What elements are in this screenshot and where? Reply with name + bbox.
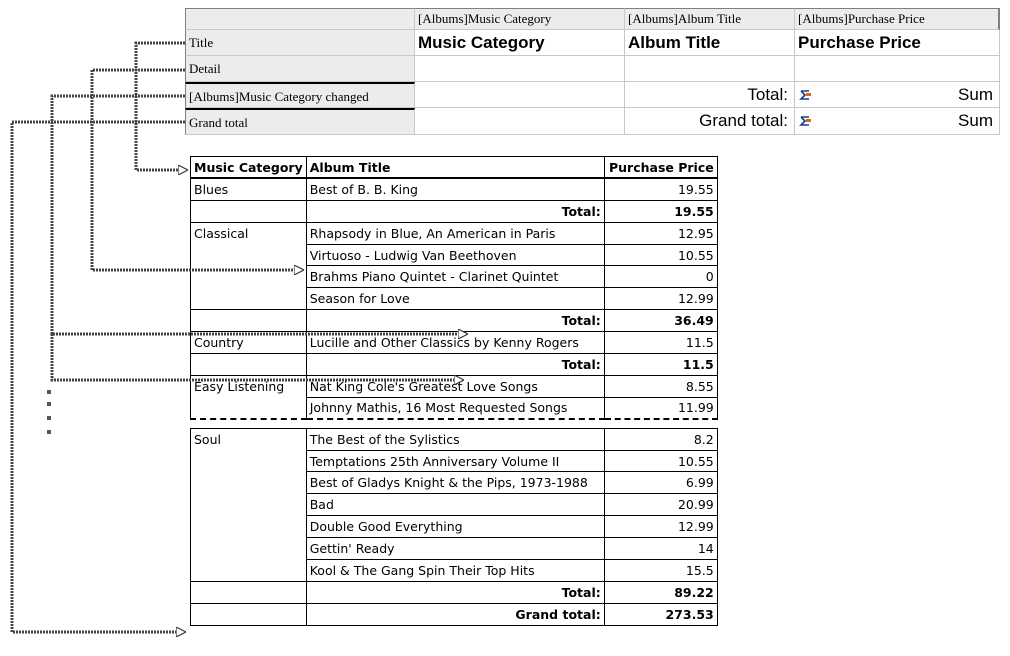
category-cell — [191, 472, 307, 494]
category-cell — [191, 266, 307, 288]
row-label-detail[interactable]: Detail — [185, 56, 415, 82]
category-cell: Classical — [191, 222, 307, 244]
category-cell — [191, 581, 307, 603]
category-cell — [191, 450, 307, 472]
album-title-cell: Nat King Cole's Greatest Love Songs — [306, 375, 604, 397]
grand-total-row — [191, 603, 718, 625]
break-total-label[interactable]: Total: — [625, 82, 795, 108]
title-cell-album-title[interactable]: Album Title — [625, 30, 795, 56]
detail-cell-purchase-price[interactable] — [795, 56, 1000, 82]
table-row — [191, 538, 718, 560]
category-cell: Country — [191, 332, 307, 354]
subtotal-value: 89.22 — [604, 581, 717, 603]
row-label-grand-total[interactable]: Grand total — [185, 108, 415, 135]
price-cell: 20.99 — [604, 494, 717, 516]
category-cell — [191, 516, 307, 538]
column-header-music-category[interactable]: [Albums]Music Category — [415, 8, 625, 30]
album-title-cell: Gettin' Ready — [306, 538, 604, 560]
subtotal-row — [191, 354, 718, 376]
header-music-category: Music Category — [191, 157, 307, 179]
album-title-cell: Johnny Mathis, 16 Most Requested Songs — [306, 397, 604, 419]
price-cell: 8.55 — [604, 375, 717, 397]
subtotal-label: Total: — [306, 310, 604, 332]
title-cell-music-category[interactable]: Music Category — [415, 30, 625, 56]
price-cell: 10.55 — [604, 450, 717, 472]
column-header-album-title[interactable]: [Albums]Album Title — [625, 8, 795, 30]
category-cell: Blues — [191, 178, 307, 200]
table-row — [191, 560, 718, 582]
sigma-icon — [799, 89, 811, 101]
truncation-gap — [191, 419, 718, 428]
detail-cell-music-category[interactable] — [415, 56, 625, 82]
sum-label: Sum — [958, 84, 993, 104]
category-cell — [191, 354, 307, 376]
table-row — [191, 494, 718, 516]
table-row — [191, 288, 718, 310]
category-cell: Soul — [191, 428, 307, 450]
header-album-title: Album Title — [306, 157, 604, 179]
ellipsis-dots — [47, 390, 51, 434]
price-cell: 12.95 — [604, 222, 717, 244]
table-row — [191, 472, 718, 494]
price-cell: 6.99 — [604, 472, 717, 494]
category-cell — [191, 560, 307, 582]
price-cell: 12.99 — [604, 288, 717, 310]
subtotal-row — [191, 200, 718, 222]
table-row — [191, 266, 718, 288]
price-cell: 0 — [604, 266, 717, 288]
subtotal-value: 11.5 — [604, 354, 717, 376]
table-row — [191, 428, 718, 450]
corner-cell — [185, 8, 415, 30]
album-title-cell: Best of Gladys Knight & the Pips, 1973-1988 — [306, 472, 604, 494]
price-cell: 8.2 — [604, 428, 717, 450]
price-cell: 11.5 — [604, 332, 717, 354]
category-cell — [191, 538, 307, 560]
album-title-cell: Kool & The Gang Spin Their Top Hits — [306, 560, 604, 582]
subtotal-label: Total: — [306, 354, 604, 376]
category-cell — [191, 200, 307, 222]
subtotal-label: Total: — [306, 200, 604, 222]
arrow-title — [136, 43, 186, 170]
break-sum-cell[interactable] — [795, 82, 1000, 108]
row-label-title[interactable]: Title — [185, 30, 415, 56]
album-title-cell: Double Good Everything — [306, 516, 604, 538]
album-title-cell: Temptations 25th Anniversary Volume II — [306, 450, 604, 472]
table-row — [191, 332, 718, 354]
category-cell — [191, 603, 307, 625]
album-title-cell: Rhapsody in Blue, An American in Paris — [306, 222, 604, 244]
album-title-cell: Virtuoso - Ludwig Van Beethoven — [306, 244, 604, 266]
category-cell: Easy Listening — [191, 375, 307, 397]
sigma-icon — [799, 115, 811, 127]
album-title-cell: Best of B. B. King — [306, 178, 604, 200]
price-cell: 14 — [604, 538, 717, 560]
category-cell — [191, 310, 307, 332]
price-cell: 11.99 — [604, 397, 717, 419]
album-title-cell: Lucille and Other Classics by Kenny Rogers — [306, 332, 604, 354]
album-title-cell: The Best of the Sylistics — [306, 428, 604, 450]
sum-label: Sum — [958, 111, 993, 130]
table-row — [191, 244, 718, 266]
report-preview-table — [190, 156, 718, 626]
table-row — [191, 397, 718, 419]
price-cell: 19.55 — [604, 178, 717, 200]
header-purchase-price: Purchase Price — [604, 157, 717, 179]
category-cell — [191, 397, 307, 419]
grand-total-label: Grand total: — [306, 603, 604, 625]
category-cell — [191, 288, 307, 310]
table-row — [191, 516, 718, 538]
row-label-category-changed[interactable]: [Albums]Music Category changed — [185, 82, 415, 108]
grand-total-value: 273.53 — [604, 603, 717, 625]
report-editor — [185, 8, 1005, 142]
subtotal-label: Total: — [306, 581, 604, 603]
subtotal-row — [191, 581, 718, 603]
table-header-row — [191, 157, 718, 179]
grand-sum-cell[interactable] — [795, 108, 1000, 135]
album-title-cell: Season for Love — [306, 288, 604, 310]
grand-total-label[interactable]: Grand total: — [625, 108, 795, 135]
grand-cell-music-category[interactable] — [415, 108, 625, 135]
arrow-grand-total — [12, 122, 185, 632]
column-header-purchase-price[interactable]: [Albums]Purchase Price — [795, 8, 1000, 30]
break-cell-music-category[interactable] — [415, 82, 625, 108]
price-cell: 15.5 — [604, 560, 717, 582]
category-cell — [191, 244, 307, 266]
price-cell: 10.55 — [604, 244, 717, 266]
table-row — [191, 375, 718, 397]
detail-cell-album-title[interactable] — [625, 56, 795, 82]
subtotal-value: 19.55 — [604, 200, 717, 222]
subtotal-value: 36.49 — [604, 310, 717, 332]
table-row — [191, 450, 718, 472]
subtotal-row — [191, 310, 718, 332]
title-cell-purchase-price[interactable]: Purchase Price — [795, 30, 1000, 56]
table-row — [191, 178, 718, 200]
table-row — [191, 222, 718, 244]
album-title-cell: Brahms Piano Quintet - Clarinet Quintet — [306, 266, 604, 288]
album-title-cell: Bad — [306, 494, 604, 516]
price-cell: 12.99 — [604, 516, 717, 538]
category-cell — [191, 494, 307, 516]
